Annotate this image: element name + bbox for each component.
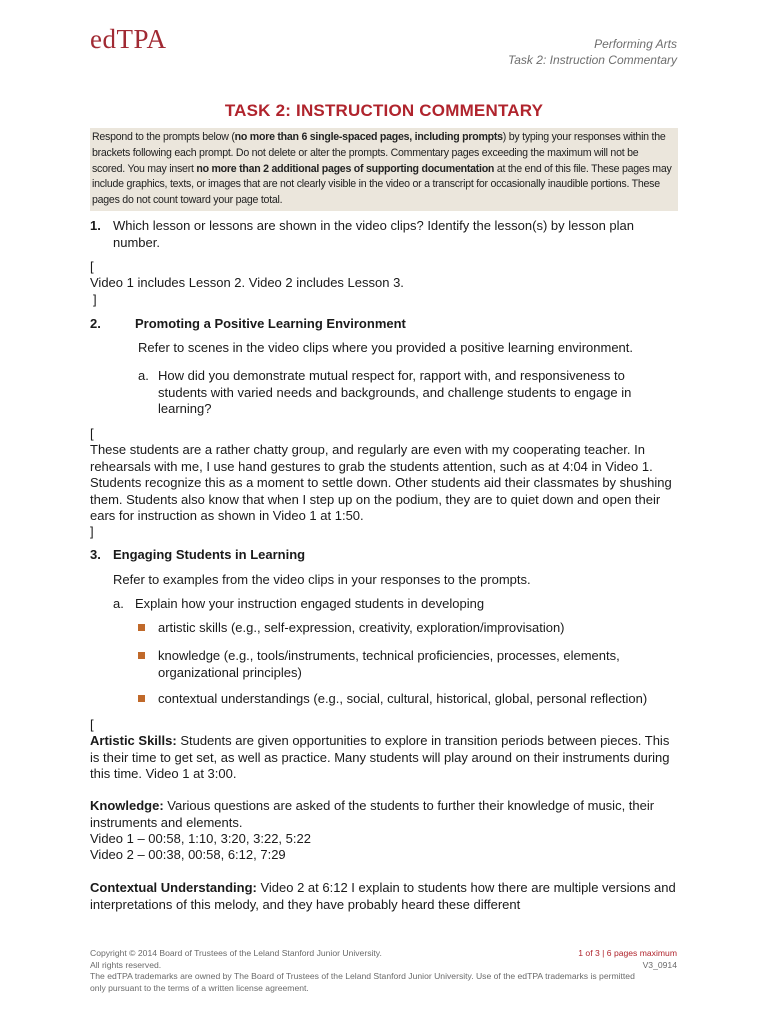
- answer-2-text[interactable]: These students are a rather chatty group, and regularly are even with my cooperating teacher. In rehearsals with me, I use hand gestures to grab the students attention, such as at 4:04 in Video 1. Students recognize this as a moment to settle down. Other students aid their classmates by shushing them. Students also know that when I step up on the podium, they are to quiet down and open their ears for instruction as shown in Video 1 at 1:50.: [90, 442, 672, 523]
- footer-page-number: 1 of 3 | 6 pages maximum: [578, 948, 677, 958]
- header-subject: Performing Arts: [594, 37, 677, 51]
- header-task-name: Task 2: Instruction Commentary: [508, 53, 677, 67]
- page-title: TASK 2: INSTRUCTION COMMENTARY: [224, 101, 544, 120]
- list-item-text: knowledge (e.g., tools/instruments, technical proficiencies, processes, elements, organizational principles): [158, 648, 620, 680]
- artistic-skills-label: Artistic Skills:: [90, 733, 177, 748]
- question-3-intro: Refer to examples from the video clips in your responses to the prompts.: [113, 572, 531, 587]
- contextual-understanding-text: Video 2 at 6:12 I explain to students how there are multiple versions and interpretations of this melody, and they have probably heard these different: [90, 880, 676, 912]
- answer-2-close-bracket: ]: [90, 524, 94, 539]
- answer-1-close-bracket: ]: [93, 292, 97, 307]
- question-2a-letter: a.: [138, 368, 149, 383]
- video-2-timestamps: Video 2 – 00:38, 00:58, 6:12, 7:29: [90, 847, 286, 862]
- edtpa-logo: edTPA: [90, 24, 167, 54]
- question-2a-text: How did you demonstrate mutual respect for, rapport with, and responsiveness to students with varied needs and backgrounds, and challenge students to engage in learning?: [158, 368, 632, 416]
- instructions-text-3: at the end of this file. These pages may include graphics, texts, or images that are not clearly visible in the video or a transcript for occasionally inaudible portions. These pages do not count toward your page total.: [92, 162, 672, 207]
- answer-3-open-bracket: [: [90, 717, 94, 732]
- answer-2-open-bracket: [: [90, 426, 94, 441]
- question-2-intro: Refer to scenes in the video clips where you provided a positive learning environment.: [138, 340, 633, 355]
- knowledge-label: Knowledge:: [90, 798, 164, 813]
- page-header: [508, 36, 677, 68]
- answer-3-knowledge[interactable]: [90, 798, 682, 831]
- instructions-bold-1: no more than 6 single-spaced pages, including prompts: [234, 131, 503, 143]
- question-3a: [113, 596, 673, 613]
- bullet-icon: [138, 624, 145, 631]
- footer-copyright: Copyright © 2014 Board of Trustees of the Leland Stanford Junior University.: [90, 948, 382, 958]
- knowledge-text: Various questions are asked of the students to further their knowledge of music, their instruments and elements.: [90, 798, 655, 830]
- question-2a: [138, 368, 658, 418]
- list-item-text: artistic skills (e.g., self-expression, creativity, exploration/improvisation): [158, 620, 565, 635]
- footer-rights: All rights reserved.: [90, 959, 162, 970]
- question-1: [90, 218, 680, 251]
- answer-3-contextual[interactable]: [90, 880, 682, 913]
- instructions-box: [90, 128, 678, 211]
- contextual-understanding-label: Contextual Understanding:: [90, 880, 257, 895]
- question-3a-letter: a.: [113, 596, 124, 611]
- question-3a-text: Explain how your instruction engaged students in developing: [135, 596, 485, 611]
- bullet-icon: [138, 652, 145, 659]
- instructions-text-1: Respond to the prompts below (: [92, 131, 235, 143]
- question-3-number: 3.: [90, 547, 101, 562]
- answer-1-text[interactable]: Video 1 includes Lesson 2. Video 2 includes Lesson 3.: [90, 275, 404, 290]
- footer-legal: [90, 948, 650, 994]
- footer-page-info: [578, 948, 677, 971]
- question-2-heading: Promoting a Positive Learning Environment: [135, 316, 406, 331]
- answer-1-open-bracket: [: [90, 259, 94, 274]
- answer-3-artistic[interactable]: [90, 733, 682, 783]
- instructions-text-2: ) by typing your responses within the brackets following each prompt. Do not delete or alter the prompts. Commentary pages exceeding the maximum will not be scored. You may insert: [92, 131, 666, 175]
- video-1-timestamps: Video 1 – 00:58, 1:10, 3:20, 3:22, 5:22: [90, 831, 311, 846]
- question-1-number: 1.: [90, 218, 101, 233]
- footer-trademark: The edTPA trademarks are owned by The Board of Trustees of the Leland Stanford Junior University. Use of the edTPA trademarks is permitted only pursuant to the terms of a written license agreement.: [90, 971, 635, 993]
- list-item-text: contextual understandings (e.g., social, cultural, historical, global, personal reflection): [158, 691, 648, 706]
- question-3-heading: Engaging Students in Learning: [113, 547, 306, 562]
- question-1-text: Which lesson or lessons are shown in the video clips? Identify the lesson(s) by lesson plan number.: [113, 218, 634, 250]
- artistic-skills-text: Students are given opportunities to explore in transition periods between pieces. This is their time to get set, as well as practice. Many students will play around on their instruments during this time. Video 1 at 3:00.: [90, 733, 670, 781]
- question-2-number: 2.: [90, 316, 101, 331]
- instructions-bold-2: no more than 2 additional pages of supporting documentation: [196, 162, 495, 175]
- bullet-icon: [138, 695, 145, 702]
- footer-version: V3_0914: [642, 959, 677, 970]
